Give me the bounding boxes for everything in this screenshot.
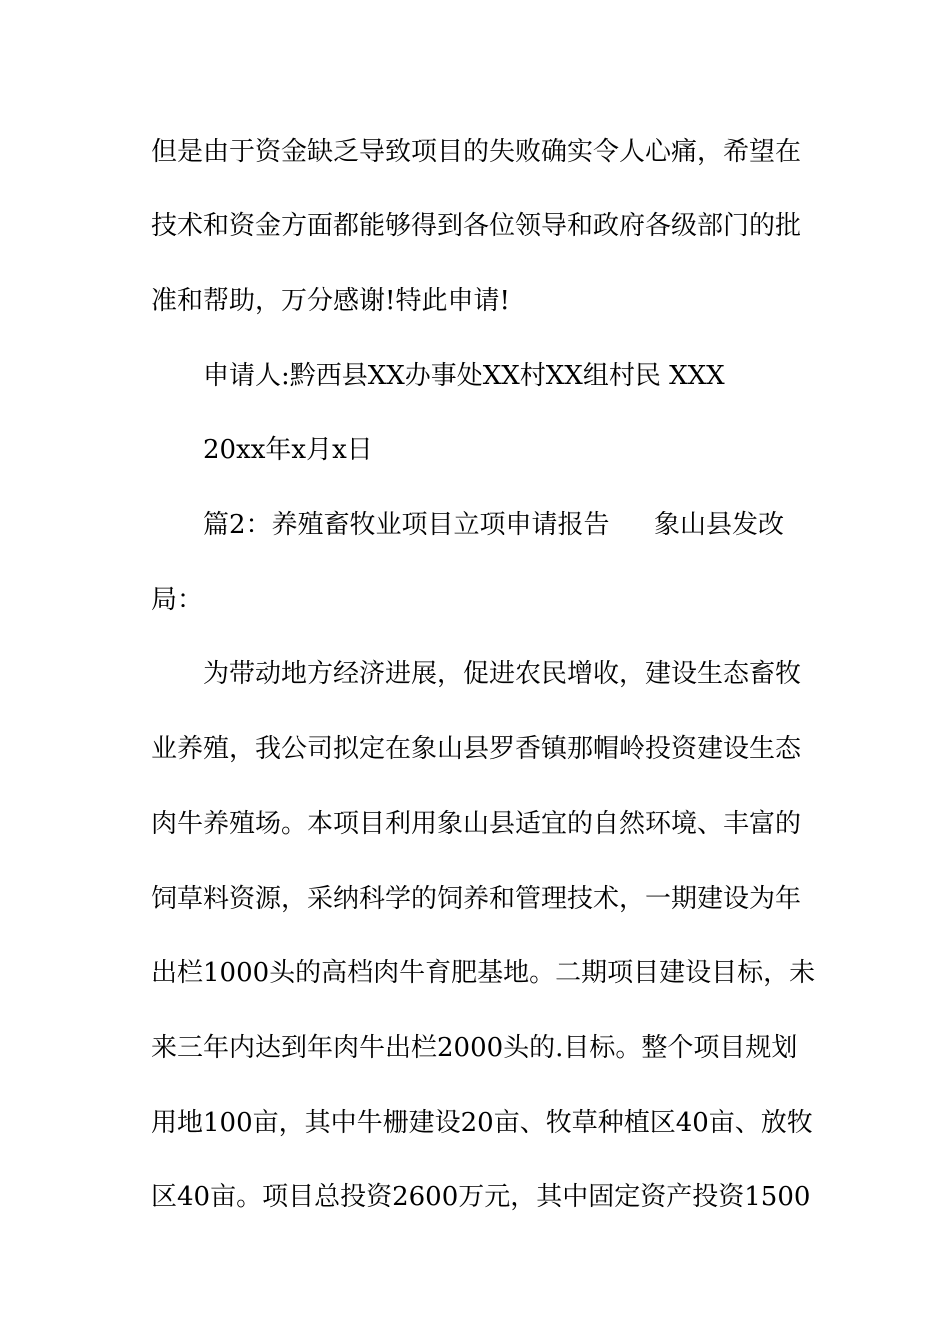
body-text-line: 准和帮助，万分感谢!特此申请!	[151, 286, 510, 316]
body-text-line: 饲草料资源，采纳科学的饲养和管理技术，一期建设为年	[151, 884, 802, 914]
body-text-line: 用地100亩，其中牛栅建设20亩、牧草种植区40亩、放牧	[151, 1108, 813, 1138]
recipient-line: 象山县发改	[654, 510, 785, 540]
body-text-line: 区40亩。项目总投资2600万元，其中固定资产投资1500	[151, 1182, 811, 1212]
recipient-line-continued: 局：	[151, 585, 204, 615]
body-text-line: 肉牛养殖场。本项目利用象山县适宜的自然环境、丰富的	[151, 809, 802, 839]
body-text-line: 出栏1000头的高档肉牛育肥基地。二期项目建设目标，未	[151, 958, 816, 988]
body-text-line: 业养殖，我公司拟定在象山县罗香镇那帽岭投资建设生态	[151, 734, 802, 764]
date-line: 20xx年x月x日	[203, 435, 373, 465]
body-text-line: 技术和资金方面都能够得到各位领导和政府各级部门的批	[151, 211, 802, 241]
section-heading: 篇2：养殖畜牧业项目立项申请报告	[203, 510, 610, 540]
applicant-line: 申请人:黔西县XX办事处XX村XX组村民 XXX	[203, 361, 725, 391]
body-text-line: 来三年内达到年肉牛出栏2000头的.目标。整个项目规划	[151, 1033, 798, 1063]
body-text-line: 但是由于资金缺乏导致项目的失败确实令人心痛，希望在	[151, 137, 802, 167]
body-text-line: 为带动地方经济进展，促进农民增收，建设生态畜牧	[203, 659, 802, 689]
